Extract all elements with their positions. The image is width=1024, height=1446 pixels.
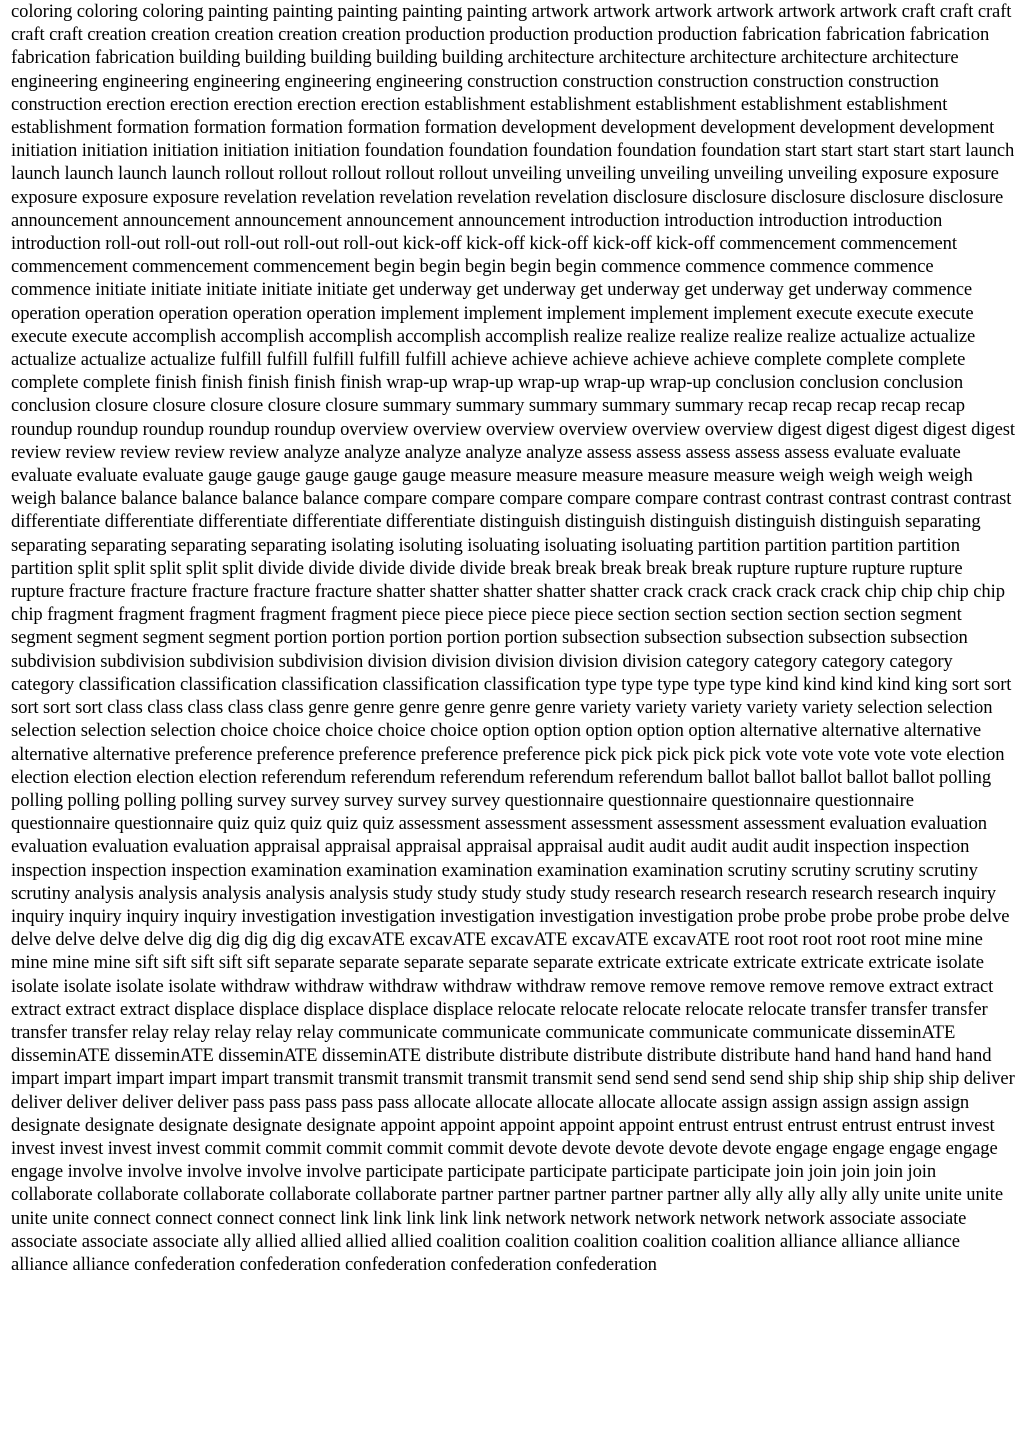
document-body-text: coloring coloring coloring painting painting painting painting painting artwork artwork artwork artwork artwork artwork craft craft craft craft craft creation creation creation creation creation production production production production fabrication fabrication fabrication fabrication fabrication building building building building building architecture architecture architecture architecture architecture engineering engineering engineering engineering engineering construction construction construction construction construction construction erection erection erection erection erection establishment establishment establishment establishment establishment establishment formation formation formation formation formation development development development development development initiation initiation initiation initiation initiation foundation foundation foundation foundation foundation start start start start start launch launch launch launch launch rollout rollout rollout rollout rollout unveiling unveiling unveiling unveiling unveiling exposure exposure exposure exposure exposure revelation revelation revelation revelation revelation disclosure disclosure disclosure disclosure disclosure announcement announcement announcement announcement announcement introduction introduction introduction introduction introduction roll-out roll-out roll-out roll-out roll-out kick-off kick-off kick-off kick-off kick-off commencement commencement commencement commencement commencement begin begin begin begin begin commence commence commence commence commence initiate initiate initiate initiate initiate get underway get underway get underway get underway get underway commence operation operation operation operation operation implement implement implement implement implement execute execute execute execute execute accomplish accomplish accomplish accomplish accomplish realize realize realize realize realize actualize actualize actualize actualize actualize fulfill fulfill fulfill fulfill fulfill achieve achieve achieve achieve achieve complete complete complete complete complete finish finish finish finish finish wrap-up wrap-up wrap-up wrap-up wrap-up conclusion conclusion conclusion conclusion closure closure closure closure closure summary summary summary summary summary recap recap recap recap recap roundup roundup roundup roundup roundup overview overview overview overview overview overview digest digest digest digest digest review review review review review analyze analyze analyze analyze analyze assess assess assess assess assess evaluate evaluate evaluate evaluate evaluate gauge gauge gauge gauge gauge measure measure measure measure measure weigh weigh weigh weigh weigh balance balance balance balance balance compare compare compare compare compare contrast contrast contrast contrast contrast differentiate differentiate differentiate differentiate differentiate distinguish distinguish distinguish distinguish distinguish separating separating separating separating separating isolating isoluting isoluating isoluating isoluating partition partition partition partition partition split split split split split divide divide divide divide divide break break break break break rupture rupture rupture rupture rupture fracture fracture fracture fracture fracture shatter shatter shatter shatter shatter crack crack crack crack crack chip chip chip chip chip fragment fragment fragment fragment fragment piece piece piece piece piece section section section section section segment segment segment segment segment portion portion portion portion portion subsection subsection subsection subsection subsection subdivision subdivision subdivision subdivision division division division division division category category category category category classification classification classification classification classification type type type type type kind kind kind kind king sort sort sort sort sort class class class class class genre genre genre genre genre genre variety variety variety variety variety selection selection selection selection selection choice choice choice choice choice option option option option option alternative alternative alternative alternative alternative preference preference preference preference preference pick pick pick pick pick vote vote vote vote vote election election election election election referendum referendum referendum referendum referendum ballot ballot ballot ballot ballot polling polling polling polling polling survey survey survey survey survey questionnaire questionnaire questionnaire questionnaire questionnaire questionnaire quiz quiz quiz quiz quiz assessment assessment assessment assessment assessment evaluation evaluation evaluation evaluation evaluation appraisal appraisal appraisal appraisal appraisal audit audit audit audit audit inspection inspection inspection inspection inspection examination examination examination examination examination scrutiny scrutiny scrutiny scrutiny scrutiny analysis analysis analysis analysis analysis study study study study study research research research research research inquiry inquiry inquiry inquiry inquiry investigation investigation investigation investigation investigation probe probe probe probe probe delve delve delve delve delve dig dig dig dig dig excavATE excavATE excavATE excavATE excavATE root root root root root mine mine mine mine mine sift sift sift sift sift separate separate separate separate separate extricate extricate extricate extricate extricate isolate isolate isolate isolate isolate withdraw withdraw withdraw withdraw withdraw remove remove remove remove remove extract extract extract extract extract displace displace displace displace displace relocate relocate relocate relocate relocate transfer transfer transfer transfer transfer relay relay relay relay relay communicate communicate communicate communicate communicate disseminATE disseminATE disseminATE disseminATE disseminATE distribute distribute distribute distribute distribute hand hand hand hand hand impart impart impart impart impart transmit transmit transmit transmit transmit send send send send send ship ship ship ship ship deliver deliver deliver deliver deliver pass pass pass pass pass allocate allocate allocate allocate allocate assign assign assign assign assign designate designate designate designate designate appoint appoint appoint appoint appoint entrust entrust entrust entrust entrust invest invest invest invest invest commit commit commit commit commit devote devote devote devote devote engage engage engage engage engage involve involve involve involve involve participate participate participate participate participate join join join join join collaborate collaborate collaborate collaborate collaborate partner partner partner partner partner ally ally ally ally ally unite unite unite unite unite connect connect connect connect link link link link link network network network network network associate associate associate associate associate ally allied allied allied allied coalition coalition coalition coalition coalition alliance alliance alliance alliance alliance confederation confederation confederation confederation confederation (11, 1, 1015, 1275)
